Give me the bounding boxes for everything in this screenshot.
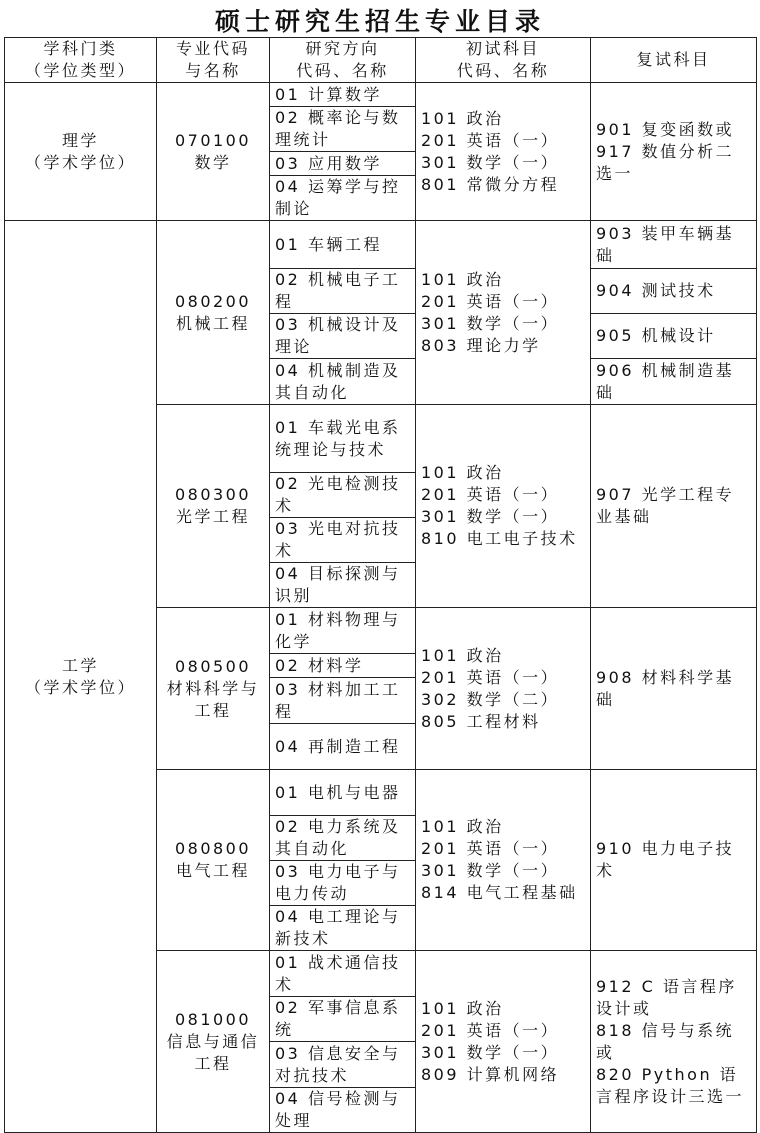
research-direction: 02 概率论与数理统计 xyxy=(270,107,416,152)
prelim-subjects: 101 政治 201 英语（一） 301 数学（一） 801 常微分方程 xyxy=(416,83,591,221)
research-direction: 02 电力系统及其自动化 xyxy=(270,816,416,861)
prelim-subjects: 101 政治 201 英语（一） 301 数学（一） 814 电气工程基础 xyxy=(416,770,591,951)
research-direction: 02 军事信息系统 xyxy=(270,997,416,1042)
retest-subject: 907 光学工程专业基础 xyxy=(591,405,757,608)
discipline-cell: 理学 （学术学位） xyxy=(5,83,157,221)
table-row xyxy=(5,83,757,107)
research-direction: 01 计算数学 xyxy=(270,83,416,107)
prelim-subjects: 101 政治 201 英语（一） 301 数学（一） 803 理论力学 xyxy=(416,221,591,405)
header-prelim: 初试科目 代码、名称 xyxy=(416,38,591,83)
research-direction: 04 再制造工程 xyxy=(270,724,416,770)
prelim-subjects: 101 政治 201 英语（一） 302 数学（二） 805 工程材料 xyxy=(416,608,591,770)
research-direction: 04 运筹学与控制论 xyxy=(270,176,416,221)
research-direction: 03 光电对抗技术 xyxy=(270,518,416,563)
research-direction: 04 目标探测与识别 xyxy=(270,563,416,608)
major-code-name: 070100 数学 xyxy=(157,83,270,221)
research-direction: 01 材料物理与化学 xyxy=(270,608,416,654)
research-direction: 04 信号检测与处理 xyxy=(270,1088,416,1133)
research-direction: 03 信息安全与对抗技术 xyxy=(270,1042,416,1088)
retest-subject: 910 电力电子技术 xyxy=(591,770,757,951)
retest-subject: 906 机械制造基础 xyxy=(591,359,757,405)
major-code-name: 080300 光学工程 xyxy=(157,405,270,608)
research-direction: 01 战术通信技术 xyxy=(270,951,416,997)
header-major: 专业代码 与名称 xyxy=(157,38,270,83)
research-direction: 01 车辆工程 xyxy=(270,221,416,269)
research-direction: 02 机械电子工程 xyxy=(270,269,416,314)
research-direction: 03 应用数学 xyxy=(270,152,416,176)
research-direction: 03 材料加工工程 xyxy=(270,678,416,724)
header-direction: 研究方向 代码、名称 xyxy=(270,38,416,83)
catalog-table xyxy=(4,37,757,1133)
research-direction: 01 车载光电系统理论与技术 xyxy=(270,405,416,473)
retest-subject: 905 机械设计 xyxy=(591,314,757,359)
prelim-subjects: 101 政治 201 英语（一） 301 数学（一） 810 电工电子技术 xyxy=(416,405,591,608)
header-discipline: 学科门类 （学位类型） xyxy=(5,38,157,83)
retest-subject: 912 C 语言程序设计或 818 信号与系统或 820 Python 语言程序设计三选一 xyxy=(591,951,757,1133)
research-direction: 03 机械设计及理论 xyxy=(270,314,416,359)
retest-subject: 901 复变函数或 917 数值分析二选一 xyxy=(591,83,757,221)
discipline-cell: 工学 （学术学位） xyxy=(5,221,157,1133)
retest-subject: 903 装甲车辆基础 xyxy=(591,221,757,269)
research-direction: 02 光电检测技术 xyxy=(270,473,416,518)
research-direction: 03 电力电子与电力传动 xyxy=(270,861,416,906)
page-title: 硕士研究生招生专业目录 xyxy=(214,7,545,36)
research-direction: 02 材料学 xyxy=(270,654,416,678)
retest-subject: 904 测试技术 xyxy=(591,269,757,314)
header-retest: 复试科目 xyxy=(591,38,757,83)
retest-subject: 908 材料科学基础 xyxy=(591,608,757,770)
prelim-subjects: 101 政治 201 英语（一） 301 数学（一） 809 计算机网络 xyxy=(416,951,591,1133)
major-code-name: 081000 信息与通信工程 xyxy=(157,951,270,1133)
research-direction: 04 电工理论与新技术 xyxy=(270,906,416,951)
research-direction: 04 机械制造及其自动化 xyxy=(270,359,416,405)
major-code-name: 080200 机械工程 xyxy=(157,221,270,405)
major-code-name: 080800 电气工程 xyxy=(157,770,270,951)
header-row xyxy=(5,38,757,83)
research-direction: 01 电机与电器 xyxy=(270,770,416,816)
table-row xyxy=(5,221,757,269)
major-code-name: 080500 材料科学与工程 xyxy=(157,608,270,770)
